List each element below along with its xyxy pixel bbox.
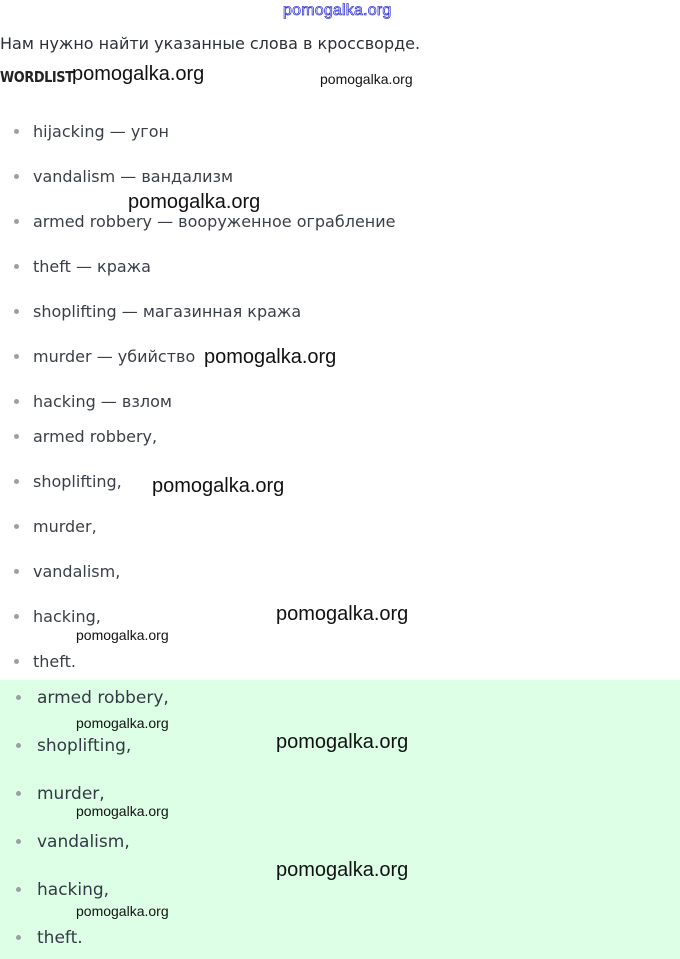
list-item: theft. xyxy=(16,928,83,948)
bullet-icon xyxy=(14,219,19,224)
watermark: pomogalka.org xyxy=(276,603,409,625)
list-item: murder, xyxy=(16,784,105,804)
bullet-icon xyxy=(16,935,21,940)
list-item: armed robbery, xyxy=(14,427,157,446)
watermark: pomogalka.org xyxy=(76,715,169,731)
bullet-icon xyxy=(14,434,19,439)
watermark: pomogalka.org xyxy=(204,346,337,368)
list-item: vandalism, xyxy=(14,562,120,581)
bullet-icon xyxy=(16,887,21,892)
watermark: pomogalka.org xyxy=(276,731,409,753)
list-item: hacking, xyxy=(14,607,101,626)
bullet-icon xyxy=(14,479,19,484)
list-item: murder — убийство xyxy=(14,347,195,366)
list-item: theft — кража xyxy=(14,257,151,276)
list-item: vandalism — вандализм xyxy=(14,167,233,186)
list-item: hacking — взлом xyxy=(14,392,172,411)
bullet-icon xyxy=(14,129,19,134)
bullet-icon xyxy=(16,839,21,844)
bullet-icon xyxy=(14,569,19,574)
list-item: shoplifting — магазинная кража xyxy=(14,302,301,321)
watermark: pomogalka.org xyxy=(320,71,413,87)
list-item: murder, xyxy=(14,517,97,536)
bullet-icon xyxy=(14,399,19,404)
bullet-icon xyxy=(16,791,21,796)
watermark: pomogalka.org xyxy=(76,903,169,919)
list-item: hijacking — угон xyxy=(14,122,169,141)
bullet-icon xyxy=(14,309,19,314)
list-item: shoplifting, xyxy=(16,736,131,756)
list-item: hacking, xyxy=(16,880,109,900)
intro-text: Нам нужно найти указанные слова в кроссворде. xyxy=(0,34,421,53)
watermark: pomogalka.org xyxy=(72,63,205,85)
watermark: pomogalka.org xyxy=(76,627,169,643)
bullet-icon xyxy=(14,614,19,619)
bullet-icon xyxy=(14,354,19,359)
list-item: theft. xyxy=(14,652,76,671)
list-item: armed robbery, xyxy=(16,688,169,708)
bullet-icon xyxy=(16,743,21,748)
list-item: vandalism, xyxy=(16,832,130,852)
bullet-icon xyxy=(14,174,19,179)
watermark: pomogalka.org xyxy=(152,475,285,497)
watermark: pomogalka.org xyxy=(128,191,261,213)
watermark: pomogalka.org xyxy=(276,859,409,881)
bullet-icon xyxy=(14,659,19,664)
wordlist-heading: WORDLIST xyxy=(0,68,74,86)
bullet-icon xyxy=(14,264,19,269)
list-item: shoplifting, xyxy=(14,472,122,491)
watermark-top: pomogalka.org xyxy=(283,2,392,19)
bullet-icon xyxy=(14,524,19,529)
bullet-icon xyxy=(16,695,21,700)
list-item: armed robbery — вооруженное ограбление xyxy=(14,212,396,231)
watermark: pomogalka.org xyxy=(76,803,169,819)
